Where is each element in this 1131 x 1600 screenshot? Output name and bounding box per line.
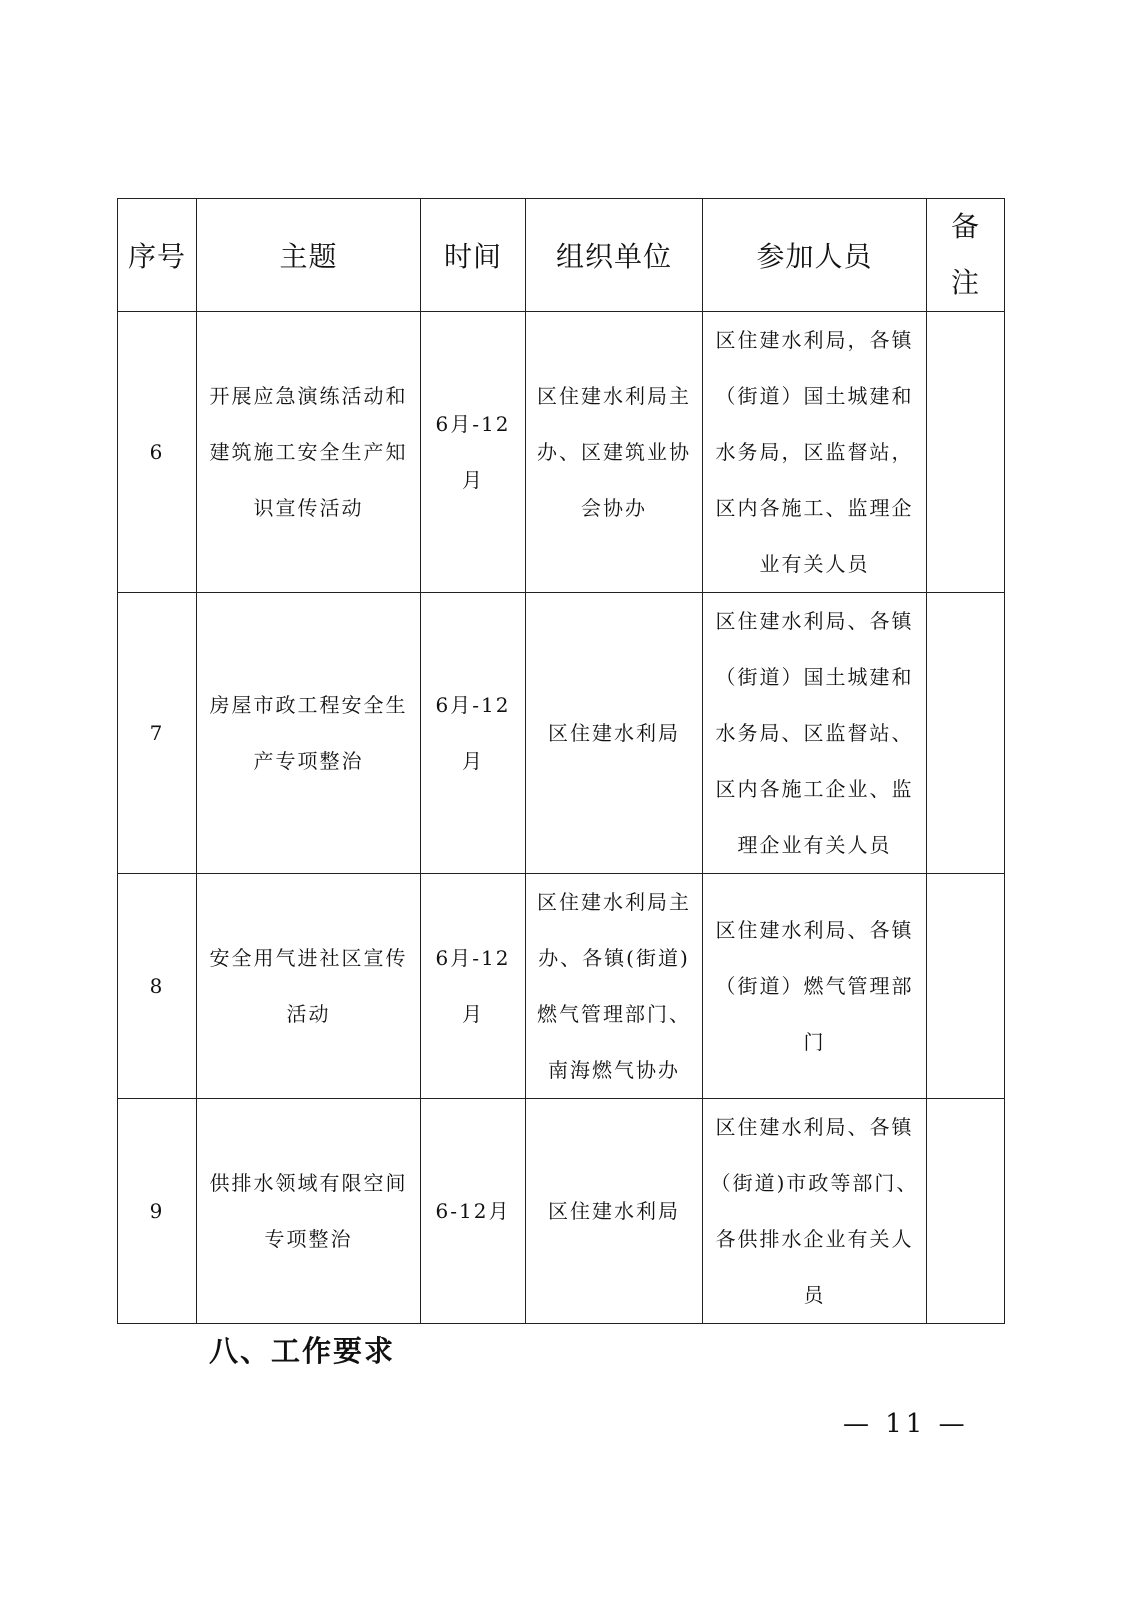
cell-remark — [927, 1099, 1005, 1324]
table-header-row — [118, 199, 1005, 312]
header-organizer: 组织单位 — [526, 199, 703, 312]
cell-participants: 区住建水利局，各镇（街道）国土城建和水务局，区监督站，区内各施工、监理企业有关人员 — [703, 312, 927, 593]
table-row — [118, 312, 1005, 593]
cell-participants: 区住建水利局、各镇（街道）燃气管理部门 — [703, 874, 927, 1099]
header-topic: 主题 — [197, 199, 421, 312]
table-row — [118, 874, 1005, 1099]
header-participants: 参加人员 — [703, 199, 927, 312]
cell-time: 6月-12月 — [421, 874, 526, 1099]
cell-time: 6月-12月 — [421, 312, 526, 593]
activity-table — [117, 198, 1005, 1324]
cell-participants: 区住建水利局、各镇（街道）国土城建和水务局、区监督站、区内各施工企业、监理企业有关人员 — [703, 593, 927, 874]
cell-serial-number: 7 — [118, 593, 197, 874]
header-remarks-line1: 备 — [950, 210, 980, 243]
header-remarks — [927, 199, 1005, 312]
page-number: — 11 — — [843, 1409, 969, 1439]
cell-remark — [927, 593, 1005, 874]
cell-remark — [927, 874, 1005, 1099]
cell-serial-number: 8 — [118, 874, 197, 1099]
cell-remark — [927, 312, 1005, 593]
cell-topic: 房屋市政工程安全生产专项整治 — [197, 593, 421, 874]
cell-participants: 区住建水利局、各镇（街道)市政等部门、各供排水企业有关人员 — [703, 1099, 927, 1324]
header-serial-number: 序号 — [118, 199, 197, 312]
cell-time: 6-12月 — [421, 1099, 526, 1324]
header-remarks-line2: 注 — [950, 266, 980, 299]
cell-serial-number: 6 — [118, 312, 197, 593]
cell-topic: 安全用气进社区宣传活动 — [197, 874, 421, 1099]
cell-organizer: 区住建水利局主办、各镇(街道)燃气管理部门、南海燃气协办 — [526, 874, 703, 1099]
table-row — [118, 593, 1005, 874]
cell-organizer: 区住建水利局 — [526, 593, 703, 874]
header-time: 时间 — [421, 199, 526, 312]
cell-time: 6月-12月 — [421, 593, 526, 874]
cell-topic: 开展应急演练活动和建筑施工安全生产知识宣传活动 — [197, 312, 421, 593]
cell-organizer: 区住建水利局主办、区建筑业协会协办 — [526, 312, 703, 593]
cell-serial-number: 9 — [118, 1099, 197, 1324]
section-heading: 八、工作要求 — [209, 1334, 396, 1368]
cell-topic: 供排水领域有限空间专项整治 — [197, 1099, 421, 1324]
table-row — [118, 1099, 1005, 1324]
cell-organizer: 区住建水利局 — [526, 1099, 703, 1324]
